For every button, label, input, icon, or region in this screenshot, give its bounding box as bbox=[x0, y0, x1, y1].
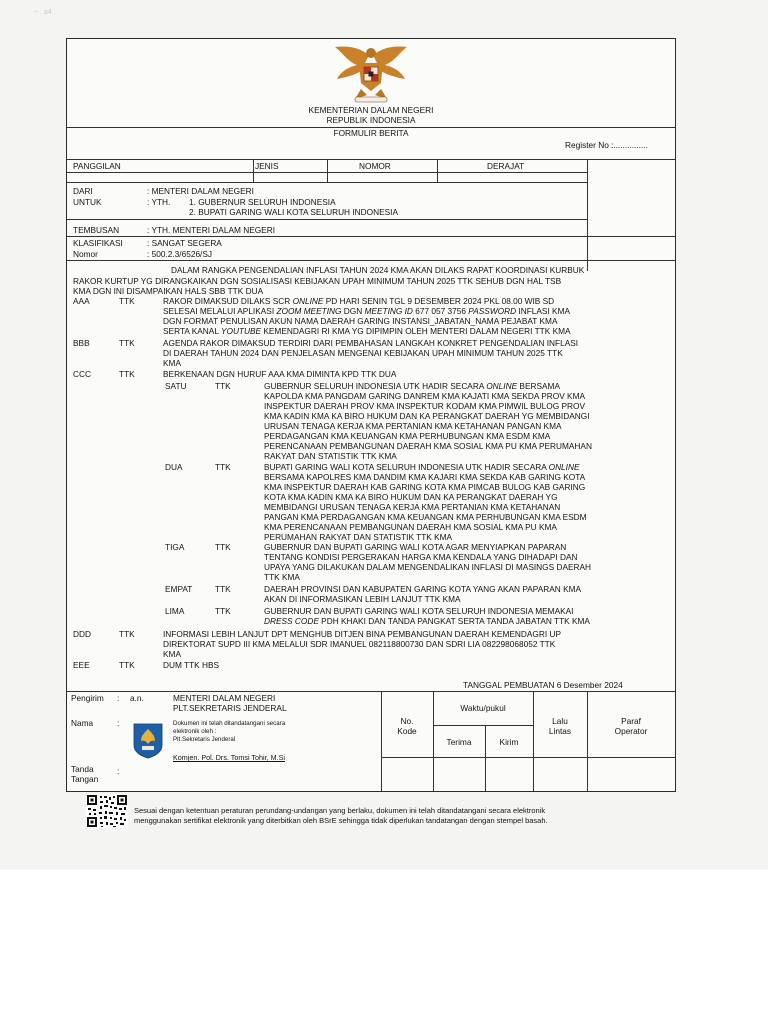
disclaimer-line: Sesuai dengan ketentuan peraturan perundang-undangan yang berlaku, dokumen ini telah ditandatangani secara elektronik bbox=[134, 806, 546, 815]
subpoint-ttk: TTK bbox=[215, 462, 231, 472]
sender-title: MENTERI DALAM NEGERI bbox=[173, 693, 276, 703]
untuk-prefix: : YTH. bbox=[147, 197, 171, 207]
intro-line: KMA DGN INI DISAMPAIKAN HALS SBB TTK DUA bbox=[73, 286, 264, 296]
body-line: DGN FORMAT PENULISAN AKUN NAMA DAERAH GARING INSTANSI_JABATAN_NAMA PEJABAT KMA bbox=[163, 316, 558, 326]
footer-rule bbox=[67, 691, 675, 692]
point-code: AAA bbox=[73, 296, 90, 306]
body-line: SELESAI MELALUI APLIKASI ZOOM MEETING DGN MEETING ID 677 057 3756 PASSWORD INFLASI KMA bbox=[163, 306, 571, 316]
body-line: INSPEKTUR DAERAH PROV KMA INSPEKTUR KODAM KMA PIMWIL BULOG PROV bbox=[264, 401, 586, 411]
nomor-label: Nomor bbox=[73, 249, 98, 259]
klasifikasi-label: KLASIFIKASI bbox=[73, 238, 123, 248]
body-line: UPAYA YANG DILAKUKAN DALAM MENGENDALIKAN INFLASI DI MASINGS DAERAH bbox=[264, 562, 592, 572]
subpoint-label: LIMA bbox=[165, 606, 185, 616]
footer-rule bbox=[485, 725, 486, 791]
point-code: DDD bbox=[73, 629, 91, 639]
body-line: MEMBIDANGI URUSAN TENAGA KERJA KMA PERTANIAN KMA KETAHANAN bbox=[264, 502, 561, 512]
signer-name: Komjen. Pol. Drs. Tomsi Tohir, M.Si bbox=[173, 753, 285, 762]
derajat-header: DERAJAT bbox=[487, 161, 525, 171]
footer-rule bbox=[533, 691, 534, 791]
nomor-value: : 500.2.3/6526/SJ bbox=[147, 249, 213, 259]
untuk-recipient-2: 2. BUPATI GARING WALI KOTA SELURUH INDONESIA bbox=[189, 207, 398, 217]
body-line: BERSAMA KAPOLRES KMA DANDIM KMA KAJARI KMA SEKDA KAB GARING KOTA bbox=[264, 472, 586, 482]
subpoint-ttk: TTK bbox=[215, 584, 231, 594]
point-ttk: TTK bbox=[119, 660, 135, 670]
tanda-label: Tanda bbox=[71, 764, 94, 774]
qr-code-icon bbox=[86, 794, 128, 828]
sender-position: PLT.SEKRETARIS JENDERAL bbox=[173, 703, 287, 713]
subpoint-ttk: TTK bbox=[215, 542, 231, 552]
nomor-header: NOMOR bbox=[359, 161, 391, 171]
terima-label: Terima bbox=[446, 737, 472, 747]
point-ttk: TTK bbox=[119, 296, 135, 306]
nama-label: Nama bbox=[71, 718, 94, 728]
register-label: Register No : bbox=[565, 140, 614, 150]
body-line: DI DAERAH TAHUN 2024 DAN PENJELASAN MENGENAI KEBIJAKAN UPAH MINIMUM TAHUN 2025 TTK bbox=[163, 348, 563, 358]
body-line: RAKOR DIMAKSUD DILAKS SCR ONLINE PD HARI SENIN TGL 9 DESEMBER 2024 PKL 08.00 WIB SD bbox=[163, 296, 555, 306]
kirim-label: Kirim bbox=[499, 737, 519, 747]
subpoint-label: DUA bbox=[165, 462, 183, 472]
pengirim-an: a.n. bbox=[130, 693, 144, 703]
subpoint-label: SATU bbox=[165, 381, 187, 391]
table-rule bbox=[587, 159, 588, 271]
register-value: ................ bbox=[611, 140, 648, 150]
point-code: EEE bbox=[73, 660, 90, 670]
subpoint-ttk: TTK bbox=[215, 381, 231, 391]
intro-line: DALAM RANGKA PENGENDALIAN INFLASI TAHUN 2024 KMA AKAN DILAKS RAPAT KOORDINASI KURBUK bbox=[171, 265, 585, 275]
table-rule bbox=[327, 159, 328, 182]
subpoint-label: EMPAT bbox=[165, 584, 193, 594]
body-line: KOTA KMA KADIN KMA KA BIRO HUKUM DAN KA PERANGKAT DAERAH YG bbox=[264, 492, 558, 502]
esign-note: Plt.Sekretaris Jenderal bbox=[173, 736, 236, 743]
page-mark: ~ . a4 . bbox=[34, 9, 56, 16]
table-rule bbox=[253, 159, 254, 182]
lintas-label: Lintas bbox=[548, 726, 572, 736]
panggilan-header: PANGGILAN bbox=[73, 161, 121, 171]
esign-note: Dokumen ini telah ditandatangani secara bbox=[173, 720, 286, 727]
pengirim-colon: : bbox=[117, 693, 120, 703]
form-title: FORMULIR BERITA bbox=[333, 128, 409, 138]
body-line: GUBERNUR DAN BUPATI GARING WALI KOTA AGAR MENYIAPKAN PAPARAN bbox=[264, 542, 567, 552]
point-ttk: TTK bbox=[119, 629, 135, 639]
divider bbox=[67, 219, 587, 220]
table-rule bbox=[67, 159, 675, 160]
body-line: URUSAN TENAGA KERJA KMA PERTANIAN KMA KETAHANAN PANGAN KMA bbox=[264, 421, 562, 431]
point-code: BBB bbox=[73, 338, 90, 348]
kode-label: Kode bbox=[397, 726, 417, 736]
intro-line: RAKOR KURTUP YG DIRANGKAIKAN DGN SOSIALISASI KEBIJAKAN UPAH MINIMUM TAHUN 2025 TTK SEHUB DGN HAL TSB bbox=[73, 276, 562, 286]
esign-note: elektronik oleh : bbox=[173, 728, 217, 735]
news-form-sheet bbox=[66, 38, 676, 792]
country-name: REPUBLIK INDONESIA bbox=[326, 115, 416, 125]
body-line: RAKYAT DAN STATISTIK TTK KMA bbox=[264, 451, 397, 461]
footer-rule bbox=[587, 691, 588, 791]
body-line: BUPATI GARING WALI KOTA SELURUH INDONESIA UTK HADIR SECARA ONLINE bbox=[264, 462, 580, 472]
paraf-label: Paraf bbox=[621, 716, 641, 726]
subpoint-ttk: TTK bbox=[215, 606, 231, 616]
creation-date: TANGGAL PEMBUATAN 6 Desember 2024 bbox=[463, 680, 623, 690]
body-line: TTK KMA bbox=[264, 572, 300, 582]
body-line: GUBERNUR SELURUH INDONESIA UTK HADIR SECARA ONLINE BERSAMA bbox=[264, 381, 560, 391]
waktu-label: Waktu/pukul bbox=[460, 703, 506, 713]
operator-label: Operator bbox=[614, 726, 648, 736]
body-line: TENTANG KONDISI PERGERAKAN HARGA KMA KENDALA YANG DIHADAPI DAN bbox=[264, 552, 578, 562]
body-line: KMA bbox=[163, 649, 181, 659]
body-line: PANGAN KMA PERDAGANGAN KMA KEUANGAN KMA PERHUBUNGAN KMA ESDM bbox=[264, 512, 587, 522]
footer-rule bbox=[381, 691, 382, 791]
body-line: KMA INSPEKTUR DAERAH KAB GARING KOTA KMA PIMCAB BULOG KAB GARING bbox=[264, 482, 586, 492]
divider bbox=[67, 260, 675, 261]
body-line: DIREKTORAT SUPD III KMA MELALUI SDR IMANUEL 082118800730 DAN SDRI LIA 082298068052 TTK bbox=[163, 639, 556, 649]
body-line: DAERAH PROVINSI DAN KABUPATEN GARING KOTA YANG AKAN PAPARAN KMA bbox=[264, 584, 582, 594]
body-line: GUBERNUR DAN BUPATI GARING WALI KOTA SELURUH INDONESIA MEMAKAI bbox=[264, 606, 574, 616]
pengirim-label: Pengirim bbox=[71, 693, 104, 703]
body-line: PERENCANAAN PEMBANGUNAN DAERAH KMA SOSIAL KMA PU KMA PERUMAHAN bbox=[264, 441, 592, 451]
klasifikasi-value: : SANGAT SEGERA bbox=[147, 238, 222, 248]
body-line: PERDAGANGAN KMA KEUANGAN KMA PERHUBUNGAN KMA ESDM KMA bbox=[264, 431, 551, 441]
ministry-name: KEMENTERIAN DALAM NEGERI bbox=[308, 105, 434, 115]
subpoint-label: TIGA bbox=[165, 542, 185, 552]
tangan-label: Tangan bbox=[71, 774, 99, 784]
garuda-emblem-icon bbox=[331, 41, 411, 105]
body-line: DUM TTK HBS bbox=[163, 660, 220, 670]
untuk-recipient-1: 1. GUBERNUR SELURUH INDONESIA bbox=[189, 197, 336, 207]
dari-label: DARI bbox=[73, 186, 93, 196]
lalu-label: Lalu bbox=[552, 716, 568, 726]
body-line: PERUMAHAN RAKYAT DAN STATISTIK TTK KMA bbox=[264, 532, 453, 542]
dari-value: : MENTERI DALAM NEGERI bbox=[147, 186, 254, 196]
body-line: SERTA KANAL YOUTUBE KEMENDAGRI RI KMA YG DIPIMPIN OLEH MENTERI DALAM NEGERI TTK KMA bbox=[163, 326, 571, 336]
tembusan-label: TEMBUSAN bbox=[73, 225, 120, 235]
body-line: DRESS CODE PDH KHAKI DAN TANDA PANGKAT SERTA TANDA JABATAN TTK KMA bbox=[264, 616, 590, 626]
footer-rule bbox=[433, 725, 533, 726]
body-line: AKAN DI INFORMASIKAN LEBIH LANJUT TTK KMA bbox=[264, 594, 461, 604]
point-ttk: TTK bbox=[119, 338, 135, 348]
divider bbox=[67, 236, 675, 237]
tanda-colon: : bbox=[117, 766, 120, 776]
body-line: KAPOLDA KMA PANGDAM GARING DANREM KMA KAJATI KMA SEKDA PROV KMA bbox=[264, 391, 586, 401]
footer-rule bbox=[381, 757, 675, 758]
body-line: KMA PERENCANAAN PEMBANGUNAN DAERAH KMA SOSIAL KMA PU KMA bbox=[264, 522, 557, 532]
nama-colon: : bbox=[117, 718, 120, 728]
body-line: AGENDA RAKOR DIMAKSUD TERDIRI DARI PEMBAHASAN LANGKAH KONKRET PENGENDALIAN INFLASI bbox=[163, 338, 579, 348]
no-label: No. bbox=[400, 716, 414, 726]
point-ttk: TTK bbox=[119, 369, 135, 379]
table-rule bbox=[437, 159, 438, 182]
tembusan-value: : YTH. MENTERI DALAM NEGERI bbox=[147, 225, 276, 235]
body-line: KMA KADIN KMA KA BIRO HUKUM DAN KA PERANGKAT DAERAH YG MEMBIDANGI bbox=[264, 411, 590, 421]
body-line: KMA bbox=[163, 358, 181, 368]
body-line: INFORMASI LEBIH LANJUT DPT MENGHUB DITJEN BINA PEMBANGUNAN DAERAH KEMENDAGRI UP bbox=[163, 629, 562, 639]
jenis-header: JENIS bbox=[255, 161, 279, 171]
disclaimer-line: menggunakan sertifikat elektronik yang diterbitkan oleh BSrE sehingga tidak diperlukan tandatangan dengan stempel basah. bbox=[134, 816, 548, 825]
body-line: BERKENAAN DGN HURUF AAA KMA DIMINTA KPD TTK DUA bbox=[163, 369, 397, 379]
ministry-logo-icon bbox=[131, 721, 165, 759]
table-rule bbox=[67, 182, 587, 183]
untuk-label: UNTUK bbox=[73, 197, 102, 207]
point-code: CCC bbox=[73, 369, 91, 379]
